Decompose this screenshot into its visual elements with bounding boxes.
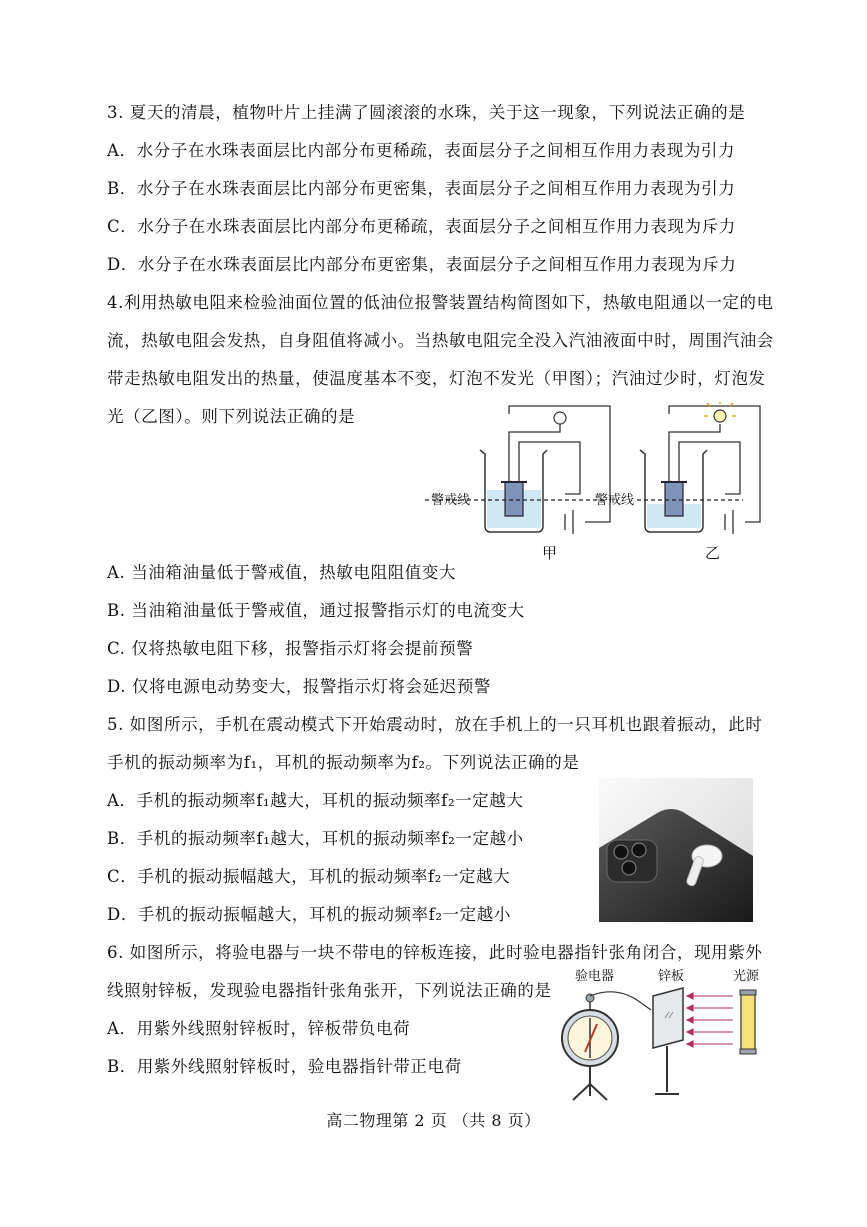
zinc-plate-label: 锌板 (658, 969, 685, 984)
warning-line-label-a: 警戒线 (431, 493, 471, 508)
electroscope-label: 验电器 (575, 969, 615, 984)
q3-option-c: C．水分子在水珠表面层比内部分布更稀疏，表面层分子之间相互作用力表现为斥力 (107, 217, 736, 236)
figure-a-apparatus (425, 406, 610, 534)
q5-stem-line-1: 5. 如图所示，手机在震动模式下开始震动时，放在手机上的一只耳机也跟着振动，此时 (107, 715, 763, 734)
light-source-label: 光源 (733, 969, 760, 984)
electroscope-icon (562, 994, 618, 1100)
q3-option-b: B．水分子在水珠表面层比内部分布更密集，表面层分子之间相互作用力表现为引力 (107, 179, 736, 198)
q4-stem-line-2: 流，热敏电阻会发热，自身阻值将减小。当热敏电阻完全没入汽油液面中时，周围汽油会 (107, 331, 774, 350)
q5-option-b: B．手机的振动频率f₁越大，耳机的振动频率f₂一定越小 (107, 829, 524, 848)
q6-option-b: B．用紫外线照射锌板时，验电器指针带正电荷 (107, 1057, 462, 1076)
phone-earbud-photo (599, 778, 753, 922)
warning-line-label-b: 警戒线 (595, 493, 635, 508)
q5-stem-line-2: 手机的振动频率为f₁，耳机的振动频率为f₂。下列说法正确的是 (107, 753, 580, 772)
uv-light-rays (687, 993, 733, 1047)
bulb-off-icon (554, 412, 566, 424)
figure-b-apparatus (637, 402, 760, 534)
q6-stem-line-1: 6. 如图所示，将验电器与一块不带电的锌板连接，此时验电器指针张角闭合，现用紫外 (107, 943, 763, 962)
q5-option-d: D．手机的振动振幅越大，耳机的振动频率f₂一定越小 (107, 905, 511, 924)
electroscope-figure (555, 966, 770, 1106)
oil-alarm-figure (425, 402, 770, 564)
q5-option-c: C．手机的振动振幅越大，耳机的振动频率f₂一定越大 (107, 867, 511, 886)
figure-label-yi: 乙 (705, 544, 721, 562)
page-footer: 高二物理第 2 页 （共 8 页） (326, 1111, 541, 1130)
bulb-on-icon (704, 402, 736, 422)
q3-option-a: A．水分子在水珠表面层比内部分布更稀疏，表面层分子之间相互作用力表现为引力 (107, 141, 736, 160)
q4-option-b: B. 当油箱油量低于警戒值，通过报警指示灯的电流变大 (107, 601, 525, 620)
q3-option-d: D．水分子在水珠表面层比内部分布更密集，表面层分子之间相互作用力表现为斥力 (107, 255, 737, 274)
zinc-plate-icon (653, 988, 683, 1094)
q3-stem: 3. 夏天的清晨，植物叶片上挂满了圆滚滚的水珠，关于这一现象，下列说法正确的是 (107, 103, 746, 122)
light-source-icon (740, 990, 756, 1054)
q6-option-a: A．用紫外线照射锌板时，锌板带负电荷 (107, 1019, 411, 1038)
q4-stem-line-1: 4.利用热敏电阻来检验油面位置的低油位报警装置结构简图如下，热敏电阻通以一定的电 (107, 293, 774, 312)
q4-option-d: D. 仅将电源电动势变大，报警指示灯将会延迟预警 (107, 677, 492, 696)
q4-stem-line-4: 光（乙图）。则下列说法正确的是 (107, 407, 356, 426)
q4-stem-line-3: 带走热敏电阻发出的热量，使温度基本不变，灯泡不发光（甲图）；汽油过少时，灯泡发 (107, 369, 766, 388)
q4-option-c: C. 仅将热敏电阻下移，报警指示灯将会提前预警 (107, 639, 474, 658)
q5-option-a: A．手机的振动频率f₁越大，耳机的振动频率f₂一定越大 (107, 791, 524, 810)
q4-option-a: A. 当油箱油量低于警戒值，热敏电阻阻值变大 (107, 563, 457, 582)
figure-label-jia: 甲 (542, 544, 558, 562)
q6-stem-line-2: 线照射锌板，发现验电器指针张角张开，下列说法正确的是 (107, 981, 552, 1000)
